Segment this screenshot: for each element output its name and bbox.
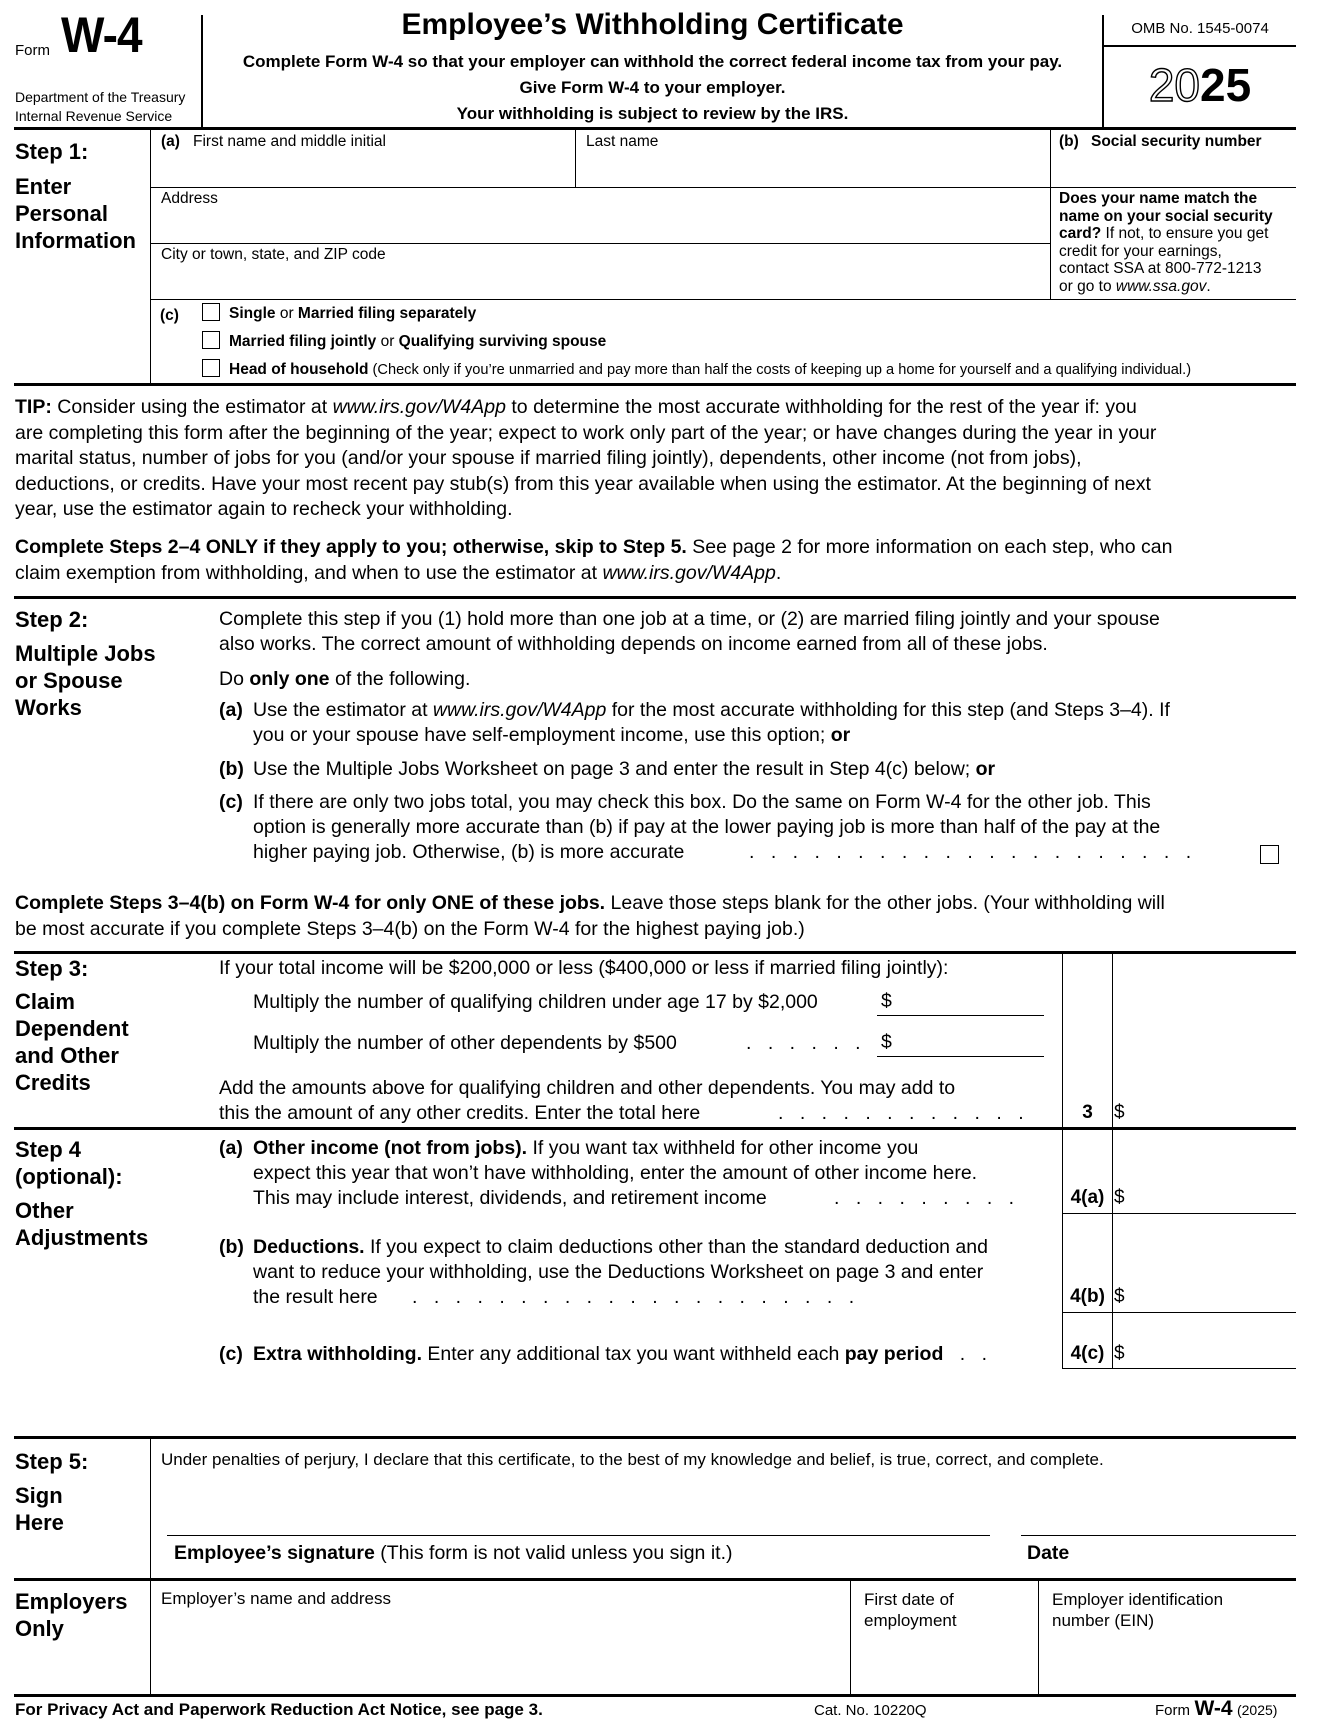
only-one-bold: only one <box>249 668 330 690</box>
ssn-note-line5: contact SSA at 800-772-1213 <box>1059 260 1262 277</box>
line-4c-bottom <box>1062 1368 1296 1369</box>
children-amount-field[interactable] <box>877 988 1044 1016</box>
step4-c-line <box>253 1342 987 1368</box>
single-label <box>229 305 476 323</box>
line-3-amount-field[interactable] <box>1113 1090 1296 1126</box>
step1-bottom-rule <box>14 383 1296 386</box>
step2-intro-2: also works. The correct amount of withholding depends on income earned from all of these jobs. <box>219 633 1048 655</box>
employer-name-address-field[interactable] <box>151 1581 850 1695</box>
department-line2: Internal Revenue Service <box>15 108 173 124</box>
or-bold: or <box>830 724 851 746</box>
tip-text: Consider using the estimator at <box>51 396 333 418</box>
step3-total-line2: this the amount of any other credits. Enter the total here <box>219 1102 701 1124</box>
ein-label <box>1052 1589 1223 1631</box>
line-4a-bottom <box>1062 1213 1296 1214</box>
step4-c-leader-dots: . . <box>943 1343 988 1365</box>
step3-subtitle-2: Dependent <box>15 1016 129 1041</box>
step4-c-letter: (c) <box>219 1343 243 1365</box>
step5-top-rule <box>14 1436 1296 1439</box>
steps-3-4-note <box>15 891 1305 942</box>
line-4b-number: 4(b) <box>1070 1286 1105 1307</box>
line-4c-dollar: $ <box>1114 1343 1125 1364</box>
signature-note: (This form is not valid unless you sign it.) <box>374 1542 733 1564</box>
employer-name-label: Employer’s name and address <box>161 1589 391 1608</box>
footer-form-id <box>1155 1697 1277 1721</box>
other-dependents-label: Multiply the number of other dependents by $500 <box>253 1032 677 1054</box>
form-subtitle-2: Give Form W-4 to your employer. <box>519 78 786 97</box>
step4-title-optional: (optional): <box>15 1164 123 1189</box>
step4-b-line1 <box>253 1235 988 1261</box>
instructions-text: . <box>775 561 782 584</box>
line-4c-number: 4(c) <box>1070 1343 1105 1364</box>
tip-estimator-link[interactable]: www.irs.gov/W4App <box>332 396 506 418</box>
form-title: Employee’s Withholding Certificate <box>401 8 904 41</box>
step4-b-letter: (b) <box>219 1236 244 1258</box>
hoh-checkbox[interactable] <box>202 359 220 377</box>
other-dollar: $ <box>881 1031 892 1053</box>
ssn-note-rest: If not, to ensure you get <box>1101 225 1269 242</box>
step2-title: Step 2: <box>15 607 89 632</box>
step4-b-text: If you expect to claim deductions other than the standard deduction and <box>364 1236 988 1258</box>
single-bold: Single <box>229 305 276 322</box>
step4-a-letter: (a) <box>219 1137 243 1159</box>
step2-estimator-link[interactable]: www.irs.gov/W4App <box>432 699 607 721</box>
line-4b-bottom <box>1062 1312 1296 1313</box>
catalog-number: Cat. No. 10220Q <box>814 1702 927 1719</box>
signature-date-field[interactable] <box>1021 1500 1296 1536</box>
tip-text: to determine the most accurate withholding for the rest of the year if: you <box>505 396 1137 418</box>
step2-a-line2 <box>253 723 850 749</box>
or-bold: or <box>975 758 996 780</box>
mfj-or: or <box>376 333 399 350</box>
step2-a-text: Use the estimator at <box>253 699 433 721</box>
hoh-label <box>229 361 1191 379</box>
address-label: Address <box>161 190 218 207</box>
footer-form-prefix: Form <box>1155 1702 1190 1719</box>
line-4a-number: 4(a) <box>1070 1187 1105 1208</box>
step4-b-leader-dots: . . . . . . . . . . . . . . . . . . . . . <box>412 1286 855 1308</box>
instructions-bold: Complete Steps 2–4 ONLY if they apply to you; otherwise, skip to Step 5. <box>15 536 687 558</box>
first-date-label-2: employment <box>864 1611 957 1630</box>
address-field[interactable] <box>151 188 1050 243</box>
step1-subtitle-1: Enter <box>15 174 72 199</box>
form-subtitle-3: Your withholding is subject to review by the IRS. <box>456 104 849 123</box>
step2-subtitle-2: or Spouse <box>15 668 123 693</box>
ssn-match-note <box>1059 190 1273 295</box>
signature-label <box>174 1542 733 1565</box>
tax-year <box>1104 58 1296 112</box>
tip-paragraph <box>15 395 1305 523</box>
ein-label-2: number (EIN) <box>1052 1611 1155 1630</box>
do-text: of the following. <box>329 668 471 690</box>
ssn-label: Social security number <box>1091 133 1262 150</box>
first-name-field[interactable] <box>151 131 575 187</box>
step5-subtitle-1: Sign <box>15 1483 63 1508</box>
tip-line5: year, use the estimator again to recheck your withholding. <box>15 498 513 520</box>
step2-a-letter: (a) <box>219 699 243 721</box>
step2-c-line1: If there are only two jobs total, you may check this box. Do the same on Form W-4 for the other job. This <box>253 791 1151 813</box>
header-bottom-rule <box>14 127 1296 130</box>
field-c-letter: (c) <box>160 307 179 324</box>
step2-intro-1: Complete this step if you (1) hold more than one job at a time, or (2) are married filing jointly and your spouse <box>219 608 1160 630</box>
row3-bottom <box>150 299 1296 300</box>
other-dependents-amount-field[interactable] <box>877 1029 1044 1057</box>
step3-top-rule <box>14 951 1296 954</box>
form-prefix: Form <box>15 42 50 59</box>
ssn-field[interactable] <box>1051 131 1296 187</box>
instructions-text: See page 2 for more information on each step, who can <box>686 536 1173 558</box>
ssa-link[interactable]: www.ssa.gov <box>1115 277 1207 295</box>
date-label: Date <box>1027 1542 1070 1564</box>
mfj-label <box>229 333 606 351</box>
step4-a-line2: expect this year that won’t have withholding, enter the amount of other income here. <box>253 1162 978 1184</box>
step4-c-text: Enter any additional tax you want withheld each <box>422 1343 845 1365</box>
step4-a-line3: This may include interest, dividends, and retirement income <box>253 1187 767 1209</box>
employee-signature-field[interactable] <box>167 1500 990 1536</box>
city-field[interactable] <box>151 244 1050 299</box>
step4-b-line3: the result here <box>253 1286 378 1308</box>
employers-title-2: Only <box>15 1616 64 1641</box>
step2-c-line3: higher paying job. Otherwise, (b) is more accurate <box>253 841 685 863</box>
ein-field[interactable] <box>1039 1581 1296 1695</box>
single-or: or <box>275 305 298 322</box>
instructions-text: claim exemption from withholding, and when to use the estimator at <box>15 561 603 584</box>
step1-subtitle-2: Personal <box>15 201 108 226</box>
line-4a-dollar: $ <box>1114 1187 1125 1208</box>
step3-intro: If your total income will be $200,000 or less ($400,000 or less if married filing jointly): <box>219 957 949 979</box>
ssn-note-pre: or go to <box>1059 277 1116 295</box>
step4-subtitle-1: Other <box>15 1198 74 1223</box>
step3-subtitle-3: and Other <box>15 1043 119 1068</box>
step2-b-letter: (b) <box>219 758 244 780</box>
other-income-bold: Other income (not from jobs). <box>253 1137 528 1159</box>
omb-divider <box>1104 45 1296 47</box>
step2-do-one <box>219 667 470 693</box>
children-label: Multiply the number of qualifying children under age 17 by $2,000 <box>253 991 818 1013</box>
signature-bold: Employee’s signature <box>174 1542 375 1564</box>
employers-title-1: Employers <box>15 1589 128 1614</box>
steps34-line2: be most accurate if you complete Steps 3–4(b) on the Form W-4 for the highest paying job.) <box>15 917 805 940</box>
step2-a-text: for the most accurate withholding for this step (and Steps 3–4). If <box>606 699 1170 721</box>
ssn-note-line3 <box>1059 225 1273 243</box>
tip-line2: are completing this form after the beginning of the year; expect to work only part of the year; or have changes during the year in your <box>15 421 1157 444</box>
two-jobs-checkbox[interactable] <box>1260 845 1279 864</box>
ssn-note-card: card? <box>1059 225 1102 242</box>
steps34-line1 <box>15 891 1305 917</box>
step2-b-text <box>253 757 995 783</box>
omb-number: OMB No. 1545-0074 <box>1131 20 1269 37</box>
step3-leader-dots: . . . . . . . . . . . . <box>778 1102 1024 1124</box>
first-date-label <box>864 1589 957 1631</box>
footer-year: (2025) <box>1236 1702 1278 1718</box>
city-label: City or town, state, and ZIP code <box>161 246 386 263</box>
do-text: Do <box>219 668 250 690</box>
step2-top-rule <box>14 596 1296 599</box>
ssn-note-line4: credit for your earnings, <box>1059 242 1222 260</box>
line-4a-amount-field[interactable] <box>1113 1176 1296 1212</box>
step4-b-line2: want to reduce your withholding, use the Deductions Worksheet on page 3 and enter <box>253 1261 984 1283</box>
step2-c-letter: (c) <box>219 791 243 813</box>
ssn-note-line2: name on your social security <box>1059 207 1273 225</box>
step5-title: Step 5: <box>15 1449 89 1474</box>
mfj-checkbox[interactable] <box>202 331 220 349</box>
tip-line4: deductions, or credits. Have your most recent pay stub(s) from this year available when using the estimator. At the beginning of next <box>15 472 1151 495</box>
ssn-note-line6 <box>1059 278 1273 296</box>
form-name: W-4 <box>61 7 142 63</box>
ein-label-1: Employer identification <box>1052 1590 1224 1609</box>
pay-period-bold: pay period <box>844 1343 944 1365</box>
steps-2-4-instructions <box>15 535 1305 586</box>
instructions-estimator-link[interactable]: www.irs.gov/W4App <box>602 561 776 584</box>
footer-form-name: W-4 <box>1194 1697 1233 1720</box>
ssn-note-line1: Does your name match the <box>1059 190 1258 207</box>
step3-title: Step 3: <box>15 956 89 981</box>
step4-a-text: If you want tax withheld for other income you <box>527 1137 919 1159</box>
instructions-line1 <box>15 535 1305 561</box>
field-b-letter: (b) <box>1059 133 1079 150</box>
step3-subtitle-4: Credits <box>15 1070 91 1095</box>
steps34-bold: Complete Steps 3–4(b) on Form W-4 for only ONE of these jobs. <box>15 892 606 914</box>
step4-a-line1 <box>253 1136 918 1162</box>
step2-a-text: you or your spouse have self-employment income, use this option; <box>253 724 831 746</box>
step2-b-body: Use the Multiple Jobs Worksheet on page 3 and enter the result in Step 4(c) below; <box>253 758 976 780</box>
department-line1: Department of the Treasury <box>15 89 186 105</box>
steps34-text: Leave those steps blank for the other jobs. (Your withholding will <box>605 892 1165 914</box>
hoh-bold: Head of household <box>229 361 369 378</box>
first-date-label-1: First date of <box>864 1590 954 1609</box>
step4-subtitle-2: Adjustments <box>15 1225 149 1250</box>
step4-a-leader-dots: . . . . . . . . . <box>834 1187 1015 1209</box>
line-4c-amount-field[interactable] <box>1113 1332 1296 1368</box>
footer-top-rule <box>14 1694 1296 1697</box>
other-leader-dots: . . . . . . <box>746 1032 861 1054</box>
privacy-notice: For Privacy Act and Paperwork Reduction Act Notice, see page 3. <box>15 1700 543 1719</box>
single-checkbox[interactable] <box>202 303 220 321</box>
deductions-bold: Deductions. <box>253 1236 365 1258</box>
extra-withholding-bold: Extra withholding. <box>253 1343 422 1365</box>
last-name-field[interactable] <box>576 131 1050 187</box>
step4-title: Step 4 <box>15 1137 82 1162</box>
tax-year-outline: 20 <box>1148 59 1200 111</box>
perjury-declaration: Under penalties of perjury, I declare that this certificate, to the best of my knowledge and belief, is true, correct, and complete. <box>161 1450 1104 1469</box>
line-3-number: 3 <box>1082 1102 1093 1123</box>
step4-top-rule <box>14 1127 1296 1130</box>
step2-subtitle-1: Multiple Jobs <box>15 641 156 666</box>
tip-label: TIP: <box>15 396 52 418</box>
tip-line3: marital status, number of jobs for you (and/or your spouse if married filing jointly), dependents, other income (not from jobs), <box>15 447 1082 469</box>
step2-subtitle-3: Works <box>15 695 82 720</box>
step1-subtitle-3: Information <box>15 228 136 253</box>
mfj-bold: Married filing jointly <box>229 333 377 350</box>
step2-c-line2: option is generally more accurate than (b) if pay at the lower paying job is more than half of the pay at the <box>253 816 1161 838</box>
step2-c-leader-dots: . . . . . . . . . . . . . . . . . . . . . <box>749 841 1192 863</box>
field-a-letter: (a) <box>161 133 180 150</box>
line-3-dollar: $ <box>1114 1102 1125 1123</box>
step5-subtitle-2: Here <box>15 1510 64 1535</box>
hoh-note: (Check only if you’re unmarried and pay more than half the costs of keeping up a home for yourself and a qualifying individual.) <box>368 362 1192 378</box>
step3-total-line1: Add the amounts above for qualifying children and other dependents. You may add to <box>219 1077 956 1099</box>
tip-line1 <box>15 395 1305 421</box>
qss-bold: Qualifying surviving spouse <box>398 333 607 350</box>
step1-title: Step 1: <box>15 139 89 164</box>
step3-subtitle-1: Claim <box>15 989 75 1014</box>
step2-a-line1 <box>253 698 1170 724</box>
line-4b-dollar: $ <box>1114 1286 1125 1307</box>
first-date-employment-field[interactable] <box>851 1581 1038 1695</box>
instructions-line2 <box>15 561 1305 587</box>
tax-year-bold: 25 <box>1200 59 1252 111</box>
ssn-note-post: . <box>1206 277 1211 295</box>
line-4b-amount-field[interactable] <box>1113 1275 1296 1311</box>
children-dollar: $ <box>881 990 892 1012</box>
first-name-label: First name and middle initial <box>193 133 386 150</box>
form-subtitle-1: Complete Form W-4 so that your employer can withhold the correct federal income tax from your pay. <box>242 52 1063 71</box>
last-name-label: Last name <box>586 133 659 150</box>
mfs-bold: Married filing separately <box>297 305 477 322</box>
